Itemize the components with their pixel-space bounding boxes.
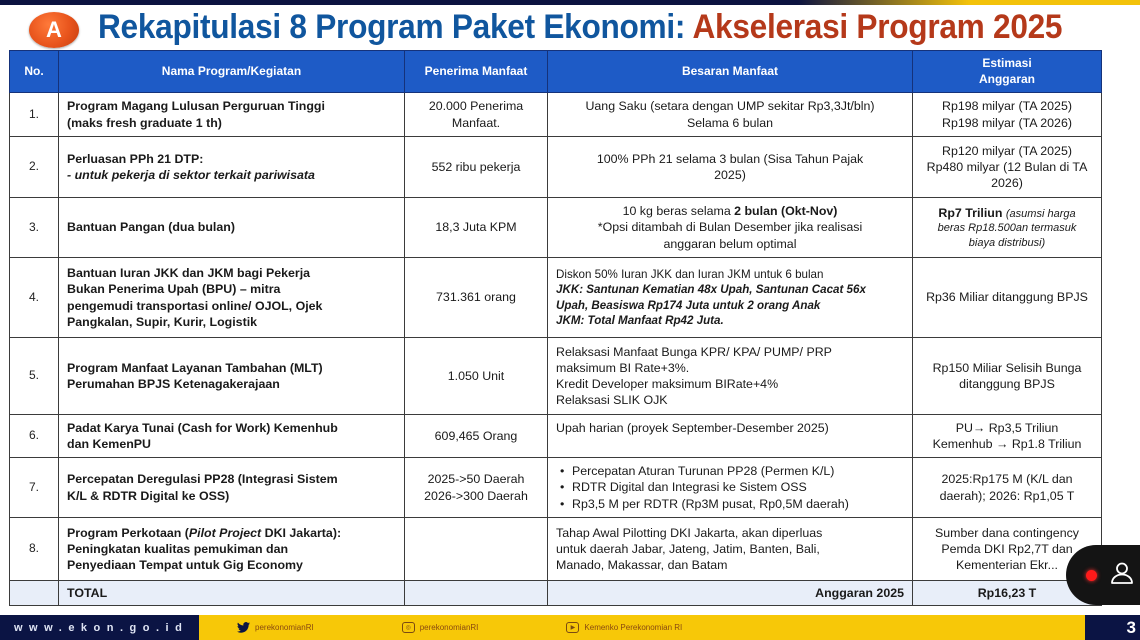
row-number: 1.: [10, 93, 59, 137]
table-row: [10, 518, 1102, 581]
program-name: [59, 93, 405, 137]
budget-estimate: [913, 458, 1102, 518]
text-bold: 2 bulan (Okt-Nov): [734, 204, 838, 219]
text-line: Kemenhub → Rp1.8 Triliun: [932, 437, 1082, 451]
beneficiaries: [405, 258, 548, 338]
text-line: Selama 6 bulan: [686, 115, 774, 130]
twitter-icon: [237, 622, 250, 633]
col-header-estimasi-line2: Anggaran: [978, 71, 1035, 86]
budget-estimate: [913, 198, 1102, 258]
col-header-estimasi: [913, 51, 1102, 93]
budget-estimate: [913, 137, 1102, 198]
table-row: [10, 93, 1102, 137]
title-highlight: Akselerasi Program 2025: [692, 8, 1063, 46]
text-line: 100% PPh 21 selama 3 bulan (Sisa Tahun Pajak: [596, 151, 864, 166]
program-name: [59, 198, 405, 258]
text-line: Relaksasi SLIK OJK: [556, 393, 668, 408]
text-line: Kementerian Ekr...: [956, 558, 1058, 573]
instagram-link[interactable]: [402, 622, 479, 633]
twitter-handle: perekonomianRI: [255, 623, 314, 632]
text-line: Rp120 milyar (TA 2025): [942, 143, 1072, 158]
footer-bar: [0, 615, 1140, 640]
recording-overlay-pill[interactable]: [1066, 545, 1140, 605]
text-line: Bantuan Iuran JKK dan JKM bagi Pekerja: [67, 266, 311, 281]
text-line: biaya distribusi): [968, 236, 1046, 249]
text-line: Manado, Makassar, dan Batam: [556, 558, 728, 573]
user-icon[interactable]: [1109, 560, 1135, 591]
text-line: JKK: Santunan Kematian 48x Upah, Santunan Cacat 56x: [556, 283, 866, 297]
total-row: [10, 581, 1102, 606]
text-normal: 10 kg beras selama: [622, 204, 735, 219]
text-line: Relaksasi Manfaat Bunga KPR/ KPA/ PUMP/ PRP: [556, 344, 832, 359]
benefit-amount: [548, 415, 913, 458]
text-line: 2026): [991, 176, 1023, 191]
text-line: dan KemenPU: [67, 437, 151, 451]
text-line: 2025->50 Daerah: [427, 472, 525, 487]
text-line: 2026->300 Daerah: [424, 488, 528, 503]
page-title: [98, 8, 1062, 47]
text-line: daerah); 2026: Rp1,05 T: [939, 488, 1075, 503]
benefit-amount: [548, 198, 913, 258]
beneficiaries: [405, 338, 548, 415]
col-header-no: No.: [10, 51, 59, 93]
table-row: [10, 458, 1102, 518]
text-line: JKM: Total Manfaat Rp42 Juta.: [556, 313, 724, 327]
benefit-bullet-list: [556, 463, 904, 511]
bullet-item: • Percepatan Aturan Turunan PP28 (Permen K/L): [558, 463, 904, 479]
row-number: 6.: [10, 415, 59, 458]
benefit-amount: [548, 518, 913, 581]
row-number: 7.: [10, 458, 59, 518]
program-name: [59, 518, 405, 581]
youtube-icon: ▶: [566, 622, 579, 633]
program-name: [59, 458, 405, 518]
text-bold: Rp7 Triliun: [938, 206, 1003, 221]
text-line: [67, 525, 396, 541]
text-line: K/L & RDTR Digital ke OSS): [67, 488, 230, 503]
table-row: [10, 415, 1102, 458]
budget-estimate: [913, 258, 1102, 338]
text-line: Tahap Awal Pilotting DKI Jakarta, akan diperluas: [556, 525, 823, 540]
youtube-link[interactable]: [566, 622, 682, 633]
text-line: 1.050 Unit: [447, 368, 505, 383]
beneficiaries: [405, 458, 548, 518]
footer-social-links: [199, 615, 1085, 640]
text-line: Program Magang Lulusan Perguruan Tinggi: [67, 99, 325, 114]
text-line: [919, 205, 1095, 221]
row-number: 4.: [10, 258, 59, 338]
text-line: anggaran belum optimal: [663, 236, 797, 251]
text-line: 731.361 orang: [436, 290, 516, 305]
text-line: - untuk pekerja di sektor terkait pariwisata: [67, 168, 315, 182]
benefit-amount: [548, 258, 913, 338]
text-line: 609,465 Orang: [434, 428, 518, 443]
text-line: Perluasan PPh 21 DTP:: [67, 151, 204, 166]
beneficiaries: [405, 518, 548, 581]
text-line: Pangkalan, Supir, Kurir, Logistik: [67, 314, 258, 329]
text-line: [556, 203, 904, 219]
benefit-amount: [548, 137, 913, 198]
text-line: beras Rp18.500an termasuk: [937, 222, 1077, 235]
table-row: [10, 198, 1102, 258]
text-line: Program Manfaat Layanan Tambahan (MLT): [67, 360, 323, 375]
text-normal: DKI Jakarta):: [261, 525, 342, 540]
table-row: [10, 338, 1102, 415]
page-number: 3: [1085, 615, 1140, 640]
text-line: 18,3 Juta KPM: [435, 220, 517, 235]
row-number: 3.: [10, 198, 59, 258]
program-name: [59, 415, 405, 458]
text-line: Rp480 milyar (12 Bulan di TA: [926, 159, 1088, 174]
total-no-cell: [10, 581, 59, 606]
text-line: (maks fresh graduate 1 th): [67, 115, 222, 130]
text-line: Bantuan Pangan (dua bulan): [67, 220, 235, 235]
text-line: Upah, Beasiswa Rp174 Juta untuk 2 orang Anak: [556, 298, 821, 312]
total-label: TOTAL: [59, 581, 405, 606]
text-line: Kredit Developer maksimum BIRate+4%: [556, 377, 779, 391]
text-line: Padat Karya Tunai (Cash for Work) Kemenhub: [67, 420, 338, 435]
budget-estimate: [913, 93, 1102, 137]
benefit-amount: [548, 93, 913, 137]
youtube-channel: Kemenko Perekonomian RI: [584, 623, 683, 632]
col-header-estimasi-line1: Estimasi: [982, 55, 1032, 70]
title-bar: [0, 5, 1140, 50]
text-line: 2025:Rp175 M (K/L dan: [941, 472, 1073, 487]
text-italic: Pilot Project: [188, 525, 262, 540]
text-line: untuk daerah Jabar, Jateng, Jatim, Banten, Bali,: [556, 541, 820, 556]
text-line: Manfaat.: [451, 115, 501, 130]
beneficiaries: [405, 415, 548, 458]
row-number: 5.: [10, 338, 59, 415]
text-line: 20.000 Penerima: [428, 99, 524, 114]
col-header-besaran: Besaran Manfaat: [548, 51, 913, 93]
bullet-item: • Rp3,5 M per RDTR (Rp3M pusat, Rp0,5M daerah): [558, 496, 904, 512]
row-number: 2.: [10, 137, 59, 198]
section-logo-badge: [29, 12, 79, 48]
text-line: 552 ribu pekerja: [431, 159, 521, 174]
text-line: Perumahan BPJS Ketenagakerajaan: [67, 377, 280, 391]
text-line: Rp36 Miliar ditanggung BPJS: [926, 290, 1088, 305]
total-budget-value: Rp16,23 T: [913, 581, 1102, 606]
program-name: [59, 338, 405, 415]
instagram-icon: ◎: [402, 622, 415, 633]
program-name: [59, 137, 405, 198]
instagram-handle: perekonomianRI: [419, 623, 479, 632]
text-line: ditanggung BPJS: [959, 377, 1055, 391]
benefit-amount: [548, 458, 913, 518]
table-row: [10, 137, 1102, 198]
text-line: Peningkatan kualitas pemukiman dan: [67, 541, 289, 556]
text-line: Diskon 50% Iuran JKK dan Iuran JKM untuk 6 bulan: [556, 268, 824, 282]
row-number: 8.: [10, 518, 59, 581]
beneficiaries: [405, 93, 548, 137]
text-line: Rp198 milyar (TA 2025): [942, 99, 1072, 114]
text-line: Percepatan Deregulasi PP28 (Integrasi Sistem: [67, 472, 338, 487]
text-line: Upah harian (proyek September-Desember 2025): [556, 421, 829, 435]
benefit-amount: [548, 338, 913, 415]
text-line: 2025): [714, 168, 746, 182]
program-name: [59, 258, 405, 338]
total-penerima-cell: [405, 581, 548, 606]
beneficiaries: [405, 137, 548, 198]
text-line: Penyediaan Tempat untuk Gig Economy: [67, 558, 303, 573]
table-row: [10, 258, 1102, 338]
twitter-link[interactable]: [237, 622, 314, 633]
text-line: Rp198 milyar (TA 2026): [942, 115, 1072, 130]
text-line: pengemudi transportasi online/ OJOL, Ojek: [67, 298, 323, 313]
text-normal: Program Perkotaan (: [67, 525, 189, 540]
logo-letter: A: [46, 17, 62, 42]
text-italic: (asumsi harga: [1005, 208, 1076, 221]
text-line: maksimum BI Rate+3%.: [556, 360, 690, 375]
footer-url[interactable]: www.ekon.go.id: [0, 615, 199, 640]
recording-dot-icon: [1086, 570, 1097, 581]
total-budget-label: Anggaran 2025: [548, 581, 913, 606]
table-header-row: [10, 51, 1102, 93]
col-header-penerima: Penerima Manfaat: [405, 51, 548, 93]
text-line: Bukan Penerima Upah (BPU) – mitra: [67, 282, 281, 297]
text-line: *Opsi ditambah di Bulan Desember jika realisasi: [597, 220, 863, 235]
beneficiaries: [405, 198, 548, 258]
text-line: Sumber dana contingency: [935, 525, 1079, 540]
bullet-item: • RDTR Digital dan Integrasi ke Sistem OSS: [558, 479, 904, 495]
budget-estimate: [913, 338, 1102, 415]
text-line: PU→ Rp3,5 Triliun: [955, 420, 1059, 435]
text-line: Rp150 Miliar Selisih Bunga: [932, 360, 1082, 375]
program-table: [9, 50, 1102, 606]
col-header-name: Nama Program/Kegiatan: [59, 51, 405, 93]
title-main: Rekapitulasi 8 Program Paket Ekonomi:: [98, 8, 686, 46]
text-line: Uang Saku (setara dengan UMP sekitar Rp3,3Jt/bln): [585, 99, 875, 114]
budget-estimate: [913, 415, 1102, 458]
text-line: Pemda DKI Rp2,7T dan: [941, 541, 1073, 556]
